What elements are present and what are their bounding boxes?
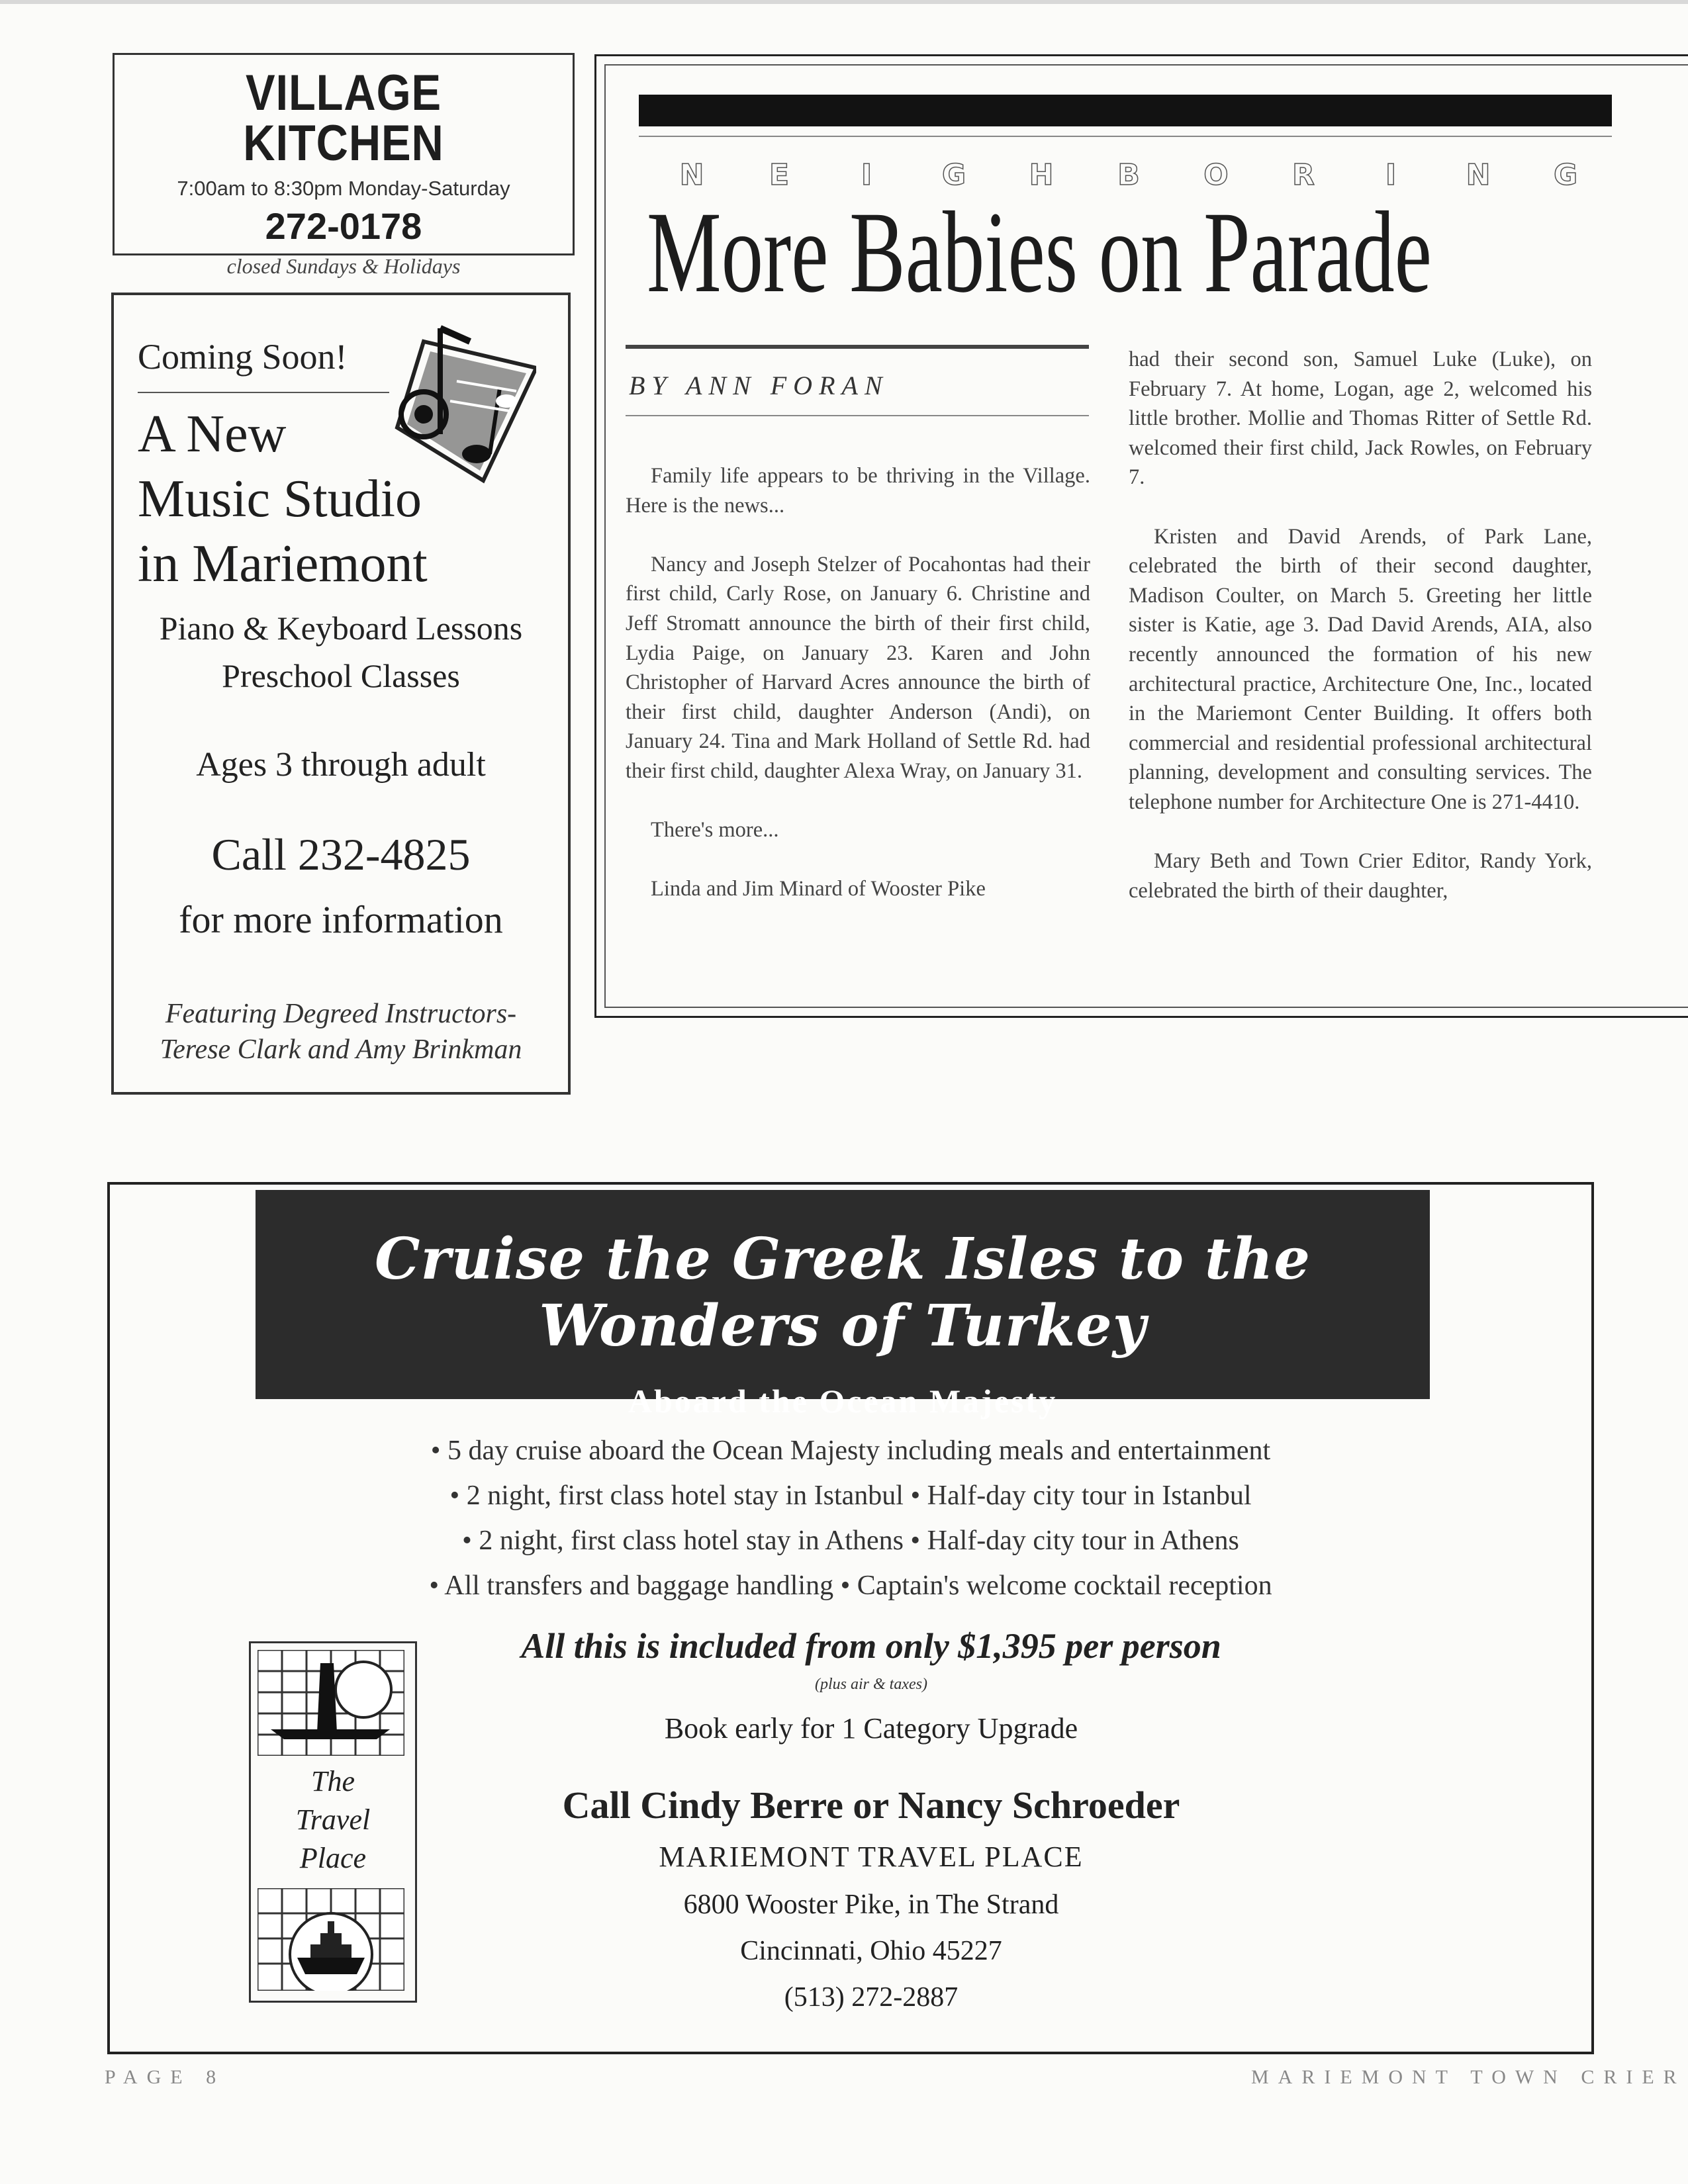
cruise-subhead: Aboard the Ocean Majesty [628, 1383, 1058, 1420]
studio-headline-2: Music Studio [138, 470, 422, 528]
logo-line: The [311, 1765, 355, 1797]
vk-title: VILLAGE KITCHEN [243, 65, 444, 171]
kicker-letter: I [861, 158, 872, 192]
kicker-letter: N [1466, 158, 1491, 192]
byline: BY ANN FORAN [629, 371, 889, 400]
byline-rule-bottom [626, 415, 1089, 416]
section-kicker [672, 158, 1585, 192]
kicker-letter: O [1203, 158, 1229, 192]
studio-call: Call 232-4825 [211, 829, 471, 880]
kicker-letter: N [679, 158, 704, 192]
travel-place-name [251, 1762, 415, 1878]
cruise-bullet: • All transfers and baggage handling • Captain's welcome cocktail reception [429, 1570, 1272, 1601]
page-number: PAGE 8 [105, 2066, 226, 2088]
village-kitchen-ad [113, 53, 575, 278]
studio-lessons: Piano & Keyboard Lessons [159, 610, 523, 647]
paragraph: Family life appears to be thriving in the Village. Here is the news... [626, 464, 1090, 518]
studio-headline-1: A New [138, 405, 287, 463]
coming-soon-rule [138, 392, 389, 393]
kicker-letter: E [769, 158, 790, 192]
paragraph: Kristen and David Arends, of Park Lane, celebrated the birth of their second daughter, Madison Coulter, on March 5. Greeting her little sister is Katie, age 3. Dad David Arends, AIA, also recently announced the formation of his new architectural practice, Architecture One, Inc., located in the Mariemont Center Building. It offers both commercial and residential professional architectural planning, development and consulting services. The telephone number for Architecture One is 271-4410. [1129, 524, 1592, 814]
cruise-price: All this is included from only $1,395 per person [521, 1626, 1221, 1666]
studio-headline-3: in Mariemont [138, 535, 428, 593]
plane-globe-icon [258, 1650, 404, 1756]
cruise-bullet: • 2 night, first class hotel stay in Istanbul • Half-day city tour in Istanbul [449, 1480, 1252, 1511]
paragraph-continued: had their second son, Samuel Luke (Luke), on February 7. At home, Logan, age 2, welcomed his little brother. Mollie and Thomas Ritter of Settle Rd. welcomed their first child, Jack Rowles, on February 7. [1129, 347, 1592, 490]
studio-classes: Preschool Classes [222, 657, 460, 694]
vk-hours: 7:00am to 8:30pm Monday-Saturday [177, 177, 510, 200]
article-title: More Babies on Parade [647, 188, 1432, 317]
kicker-letter: G [941, 158, 966, 192]
header-bar [639, 95, 1612, 126]
logo-line: Place [299, 1842, 367, 1874]
kicker-letter: I [1385, 158, 1397, 192]
publication-name: MARIEMONT TOWN CRIER [1251, 2066, 1686, 2088]
article-column-2 [1129, 345, 1592, 935]
cruise-company: MARIEMONT TRAVEL PLACE [659, 1841, 1084, 1873]
paragraph: Mary Beth and Town Crier Editor, Randy York, celebrated the birth of their daughter, [1129, 849, 1592, 903]
cruise-bullet: • 2 night, first class hotel stay in Athens • Half-day city tour in Athens [462, 1525, 1239, 1556]
cruise-banner [256, 1190, 1430, 1420]
cruise-book-early: Book early for 1 Category Upgrade [664, 1712, 1078, 1745]
cruise-address-2: Cincinnati, Ohio 45227 [740, 1936, 1002, 1966]
article-column-1 [626, 461, 1090, 934]
paragraph: Nancy and Joseph Stelzer of Pocahontas had their first child, Carly Rose, on January 6. Christine and Jeff Stromatt announce the birth of their first child, Lydia Paige, on January 23. Karen and John Christopher of Harvard Acres announce the birth of their first child, daughter Anderson (Andi), on January 24. Tina and Mark Holland of Settle Rd. had their first child, daughter Alexa Wray, on January 31. [626, 552, 1090, 783]
cruise-ad [107, 1182, 1594, 2054]
coming-soon: Coming Soon! [138, 337, 348, 377]
studio-featuring-1: Featuring Degreed Instructors- [165, 999, 517, 1029]
cruise-address-1: 6800 Wooster Pike, in The Strand [683, 1889, 1059, 1920]
cruise-headline: Cruise the Greek Isles to the Wonders of Turkey [374, 1226, 1311, 1359]
byline-rule-top [626, 345, 1089, 349]
vk-phone: 272-0178 [265, 205, 422, 247]
neighboring-article [594, 54, 1688, 1018]
cruise-call: Call Cindy Berre or Nancy Schroeder [562, 1784, 1180, 1827]
paragraph: Linda and Jim Minard of Wooster Pike [651, 877, 986, 901]
header-thin-rule [639, 136, 1612, 137]
studio-ages: Ages 3 through adult [196, 746, 486, 784]
ship-icon [258, 1888, 404, 1991]
kicker-letter: R [1292, 158, 1315, 192]
kicker-letter: B [1117, 158, 1140, 192]
paragraph: There's more... [651, 818, 779, 842]
kicker-letter: H [1029, 158, 1054, 192]
logo-line: Travel [295, 1803, 371, 1836]
travel-place-logo [249, 1641, 417, 2003]
vk-closed: closed Sundays & Holidays [226, 254, 461, 278]
music-studio-ad [111, 293, 571, 1095]
cruise-phone: (513) 272-2887 [784, 1982, 959, 2013]
cruise-price-note: (plus air & taxes) [815, 1676, 927, 1693]
cruise-bullet: • 5 day cruise aboard the Ocean Majesty including meals and entertainment [430, 1435, 1271, 1466]
studio-featuring-2: Terese Clark and Amy Brinkman [160, 1034, 522, 1065]
kicker-letter: G [1553, 158, 1578, 192]
top-rule [0, 0, 1688, 4]
studio-info: for more information [179, 898, 503, 941]
music-notes-icon [377, 315, 536, 494]
